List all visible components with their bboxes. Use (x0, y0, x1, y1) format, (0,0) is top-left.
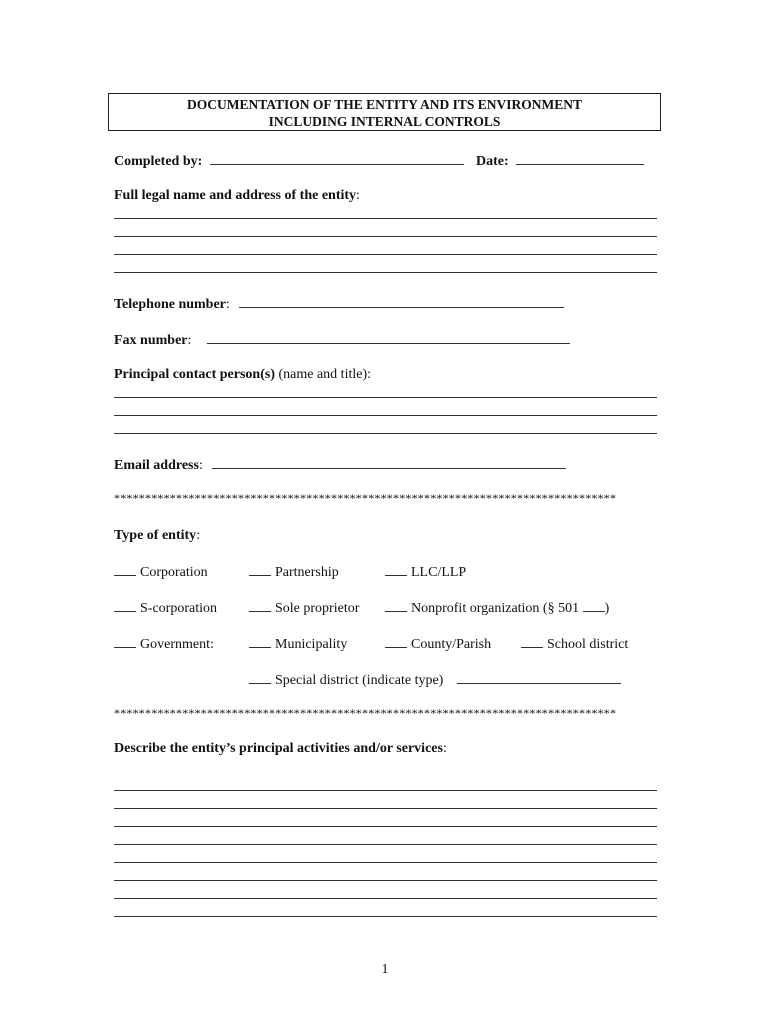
option-label: Sole proprietor (275, 601, 360, 616)
nonprofit-close-paren: ) (604, 601, 610, 616)
contact-note: (name and title): (274, 367, 372, 382)
legal-name-line-4[interactable] (114, 272, 657, 273)
special-district-type-field[interactable] (457, 671, 621, 684)
option-school-district[interactable] (521, 635, 628, 653)
option-label: Corporation (140, 565, 208, 580)
legal-name-line-2[interactable] (114, 236, 657, 237)
option-label: County/Parish (411, 637, 492, 652)
option-label: LLC/LLP (411, 565, 467, 580)
option-label: Special district (indicate type) (275, 673, 444, 688)
activities-heading (114, 741, 447, 757)
option-county-parish[interactable] (385, 635, 491, 653)
checkbox-blank[interactable] (521, 635, 543, 648)
activities-line-7[interactable] (114, 898, 657, 899)
telephone-row (114, 295, 564, 313)
date-row (476, 152, 644, 170)
checkbox-blank[interactable] (114, 563, 136, 576)
entity-type-label: Type of entity (114, 528, 197, 543)
option-s-corporation[interactable] (114, 599, 217, 617)
page-number: 1 (381, 962, 389, 977)
activities-line-1[interactable] (114, 790, 657, 791)
email-label: Email address (114, 458, 199, 473)
contact-line-3[interactable] (114, 433, 657, 434)
entity-type-colon: : (196, 528, 201, 543)
option-label: Government: (140, 637, 214, 652)
entity-type-heading (114, 528, 200, 544)
legal-name-line-3[interactable] (114, 254, 657, 255)
completed-by-row (114, 152, 464, 170)
telephone-colon: : (225, 297, 230, 312)
completed-by-field[interactable] (210, 152, 464, 165)
completed-by-label: Completed by: (114, 154, 203, 169)
checkbox-blank[interactable] (385, 563, 407, 576)
option-label: Municipality (275, 637, 348, 652)
activities-line-2[interactable] (114, 808, 657, 809)
legal-name-colon: : (356, 188, 360, 203)
document-title (108, 93, 661, 131)
checkbox-blank[interactable] (249, 599, 271, 612)
contact-heading (114, 367, 371, 383)
option-partnership[interactable] (249, 563, 339, 581)
activities-colon: : (442, 741, 447, 756)
title-line-1: DOCUMENTATION OF THE ENTITY AND ITS ENVIRONMENT (186, 97, 583, 112)
option-llc-llp[interactable] (385, 563, 466, 581)
option-corporation[interactable] (114, 563, 208, 581)
email-field[interactable] (212, 456, 566, 469)
option-government[interactable] (114, 635, 214, 653)
option-label: Partnership (275, 565, 339, 580)
fax-field[interactable] (207, 331, 570, 344)
activities-line-8[interactable] (114, 916, 657, 917)
checkbox-blank[interactable] (385, 635, 407, 648)
legal-name-line-1[interactable] (114, 218, 657, 219)
option-label: Nonprofit organization (§ 501 (411, 601, 583, 616)
fax-row (114, 331, 570, 349)
fax-colon: : (187, 333, 192, 348)
separator-stars-1: ********************************************************************************* (114, 491, 617, 505)
date-field[interactable] (516, 152, 644, 165)
activities-line-3[interactable] (114, 826, 657, 827)
fax-label: Fax number (114, 333, 188, 348)
checkbox-blank[interactable] (249, 671, 271, 684)
option-nonprofit[interactable] (385, 599, 609, 617)
checkbox-blank[interactable] (385, 599, 407, 612)
nonprofit-code-field[interactable] (583, 599, 605, 612)
checkbox-blank[interactable] (114, 599, 136, 612)
legal-name-label: Full legal name and address of the entity (114, 188, 357, 203)
activities-line-6[interactable] (114, 880, 657, 881)
option-municipality[interactable] (249, 635, 347, 653)
title-line-2: INCLUDING INTERNAL CONTROLS (268, 114, 501, 129)
telephone-label: Telephone number (114, 297, 226, 312)
option-label: S-corporation (140, 601, 217, 616)
option-special-district[interactable] (249, 671, 621, 689)
checkbox-blank[interactable] (114, 635, 136, 648)
date-label: Date: (476, 154, 509, 169)
checkbox-blank[interactable] (249, 563, 271, 576)
email-colon: : (198, 458, 203, 473)
email-row (114, 456, 566, 474)
separator-stars-2: ********************************************************************************* (114, 706, 617, 720)
legal-name-heading (114, 188, 360, 204)
contact-line-2[interactable] (114, 415, 657, 416)
activities-line-5[interactable] (114, 862, 657, 863)
activities-label: Describe the entity’s principal activities and/or services (114, 741, 443, 756)
contact-label: Principal contact person(s) (114, 367, 275, 382)
contact-line-1[interactable] (114, 397, 657, 398)
telephone-field[interactable] (239, 295, 564, 308)
option-sole-proprietor[interactable] (249, 599, 359, 617)
checkbox-blank[interactable] (249, 635, 271, 648)
option-label: School district (547, 637, 629, 652)
activities-line-4[interactable] (114, 844, 657, 845)
